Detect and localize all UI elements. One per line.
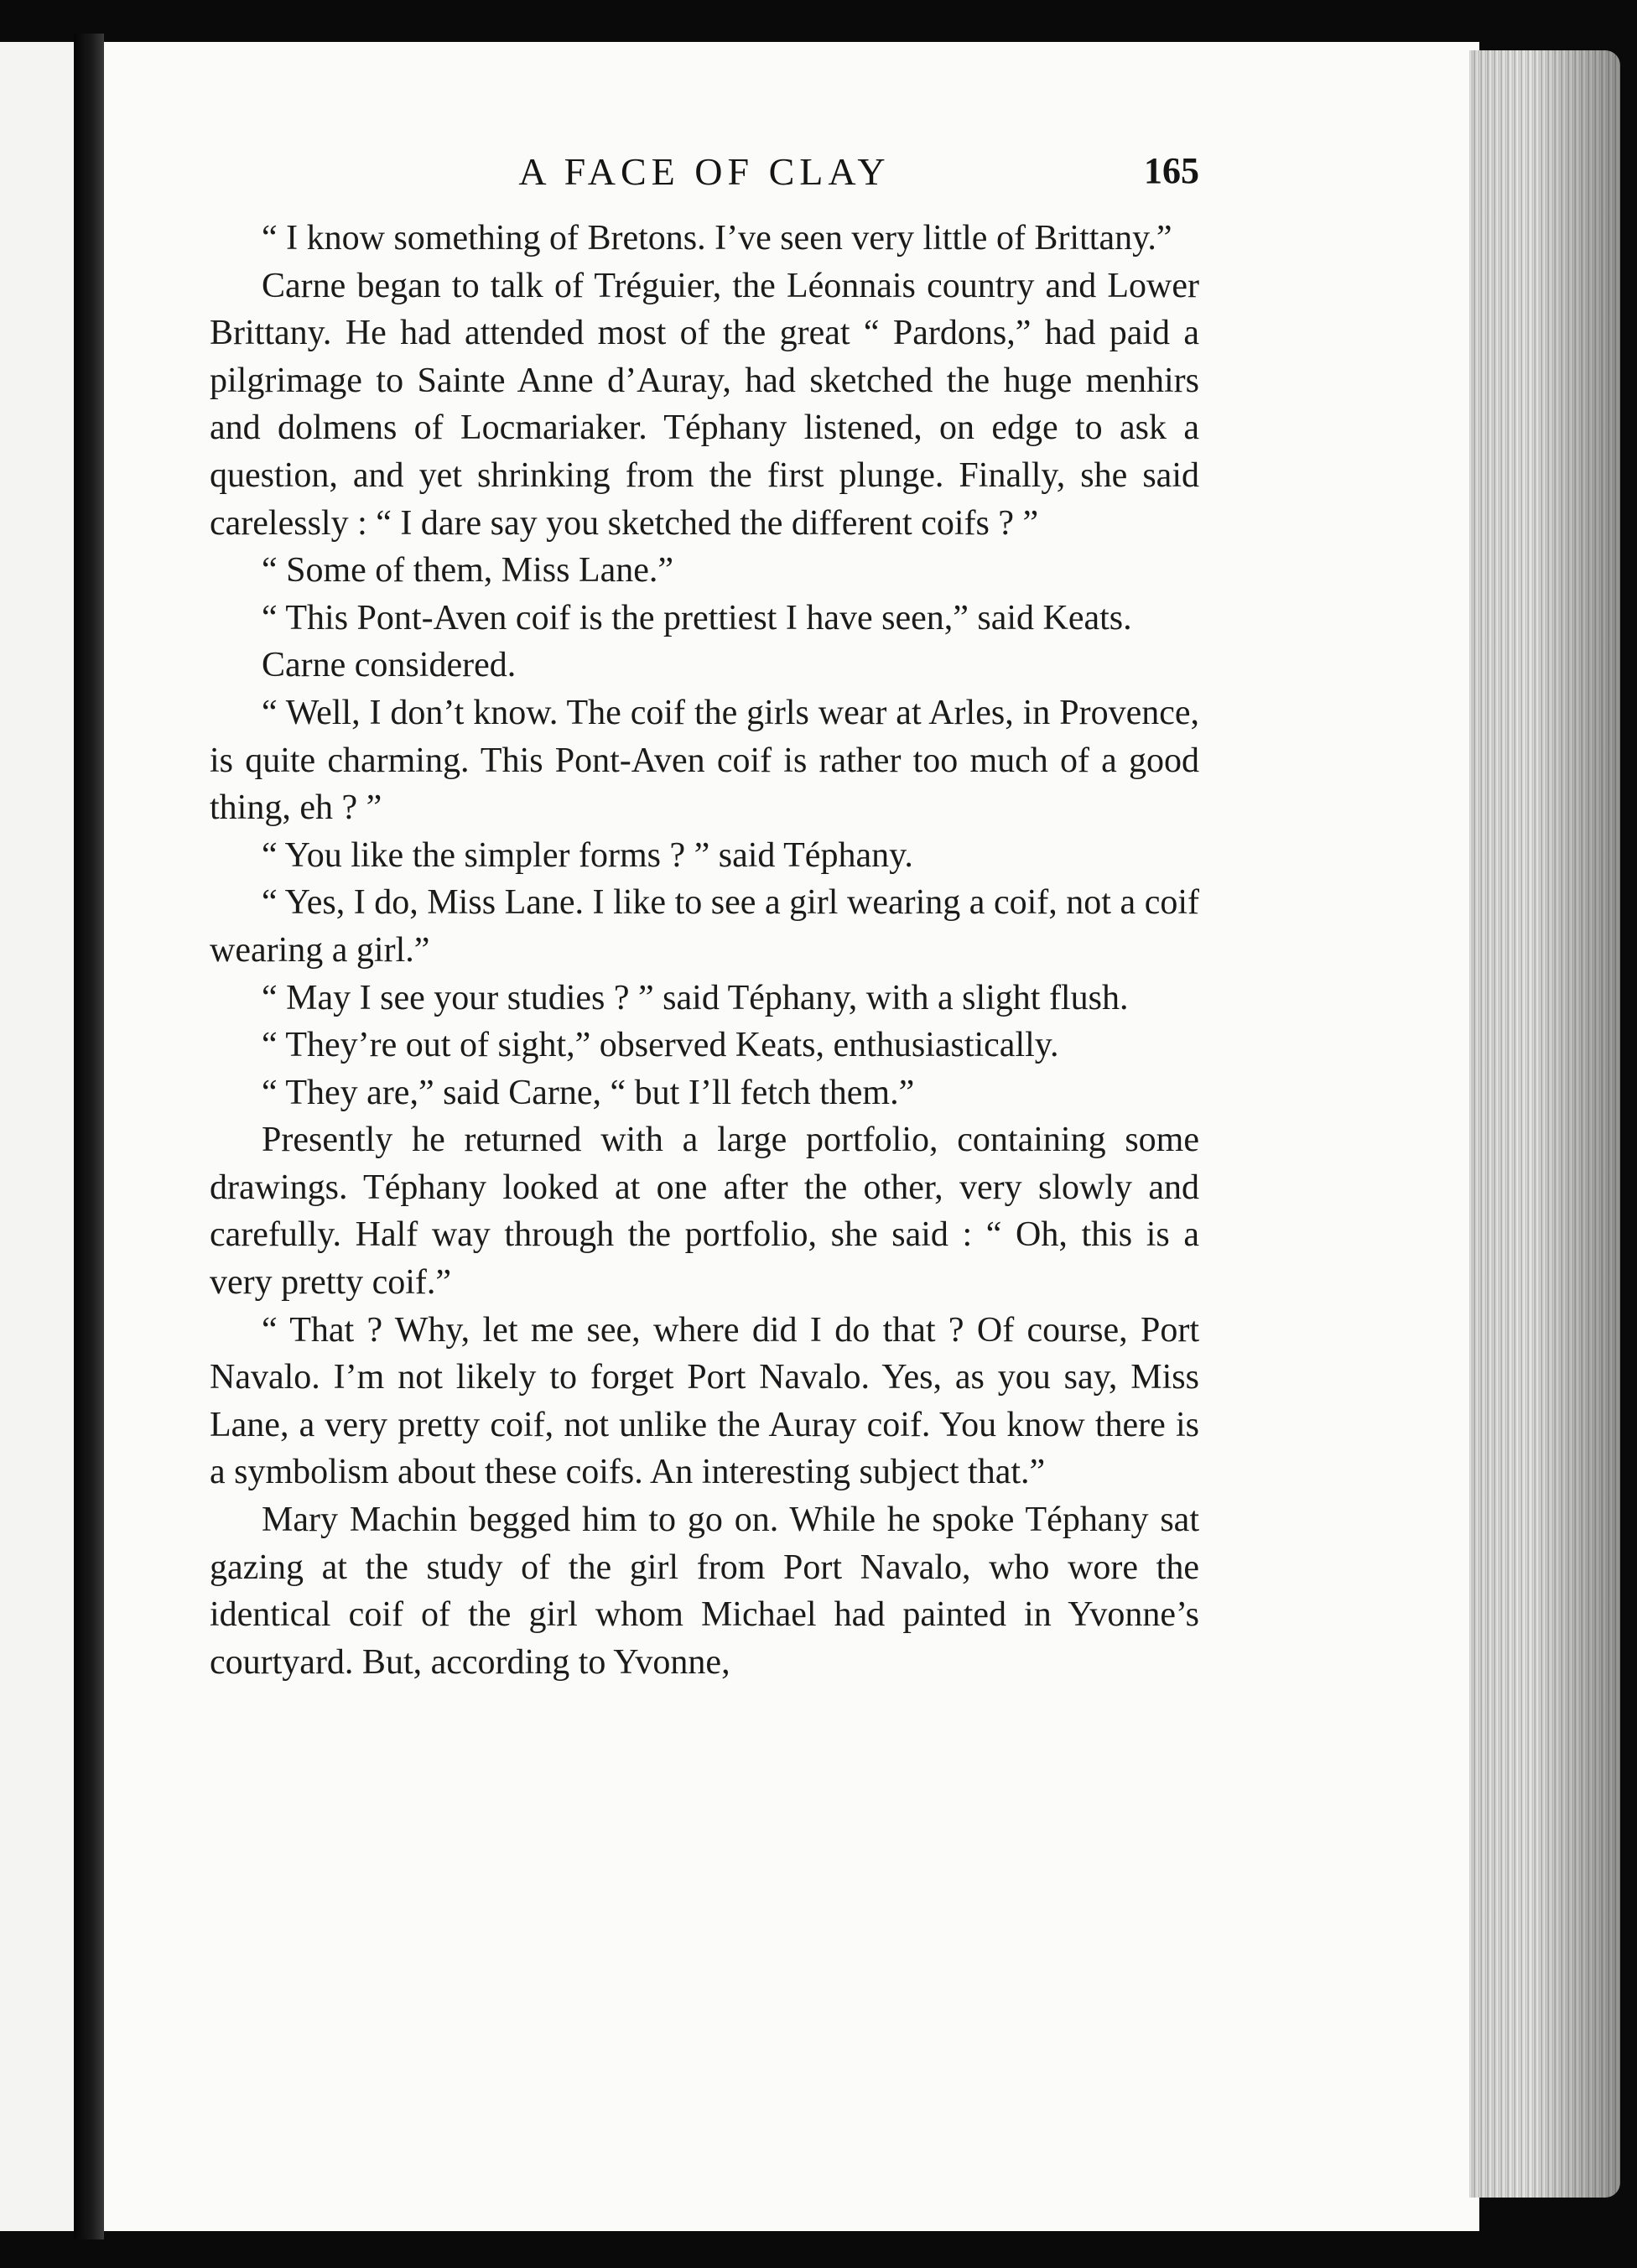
paragraph: “ You like the simpler forms ? ” said Téphany. bbox=[262, 835, 913, 875]
paragraph: “ May I see your studies ? ” said Téphany, with a slight flush. bbox=[262, 978, 1129, 1017]
paragraph: “ Well, I don’t know. The coif the girls wear at Arles, in Provence, is quite charming. This Pont-Aven coif is rather too much of a good thing, eh ? ” bbox=[210, 693, 1199, 828]
page-edges-shadow bbox=[1469, 50, 1620, 2198]
paragraph: Mary Machin begged him to go on. While he spoke Téphany sat gazing at the study of the girl from Port Navalo, who wore the identical coif of the girl whom Michael had painted in Yvonne’s courtyard. But, according to Yvonne, bbox=[210, 1501, 1199, 1682]
paragraph: “ Some of them, Miss Lane.” bbox=[262, 551, 674, 590]
facing-page-edge bbox=[0, 42, 74, 2231]
paragraph: “ I know something of Bretons. I’ve seen very little of Brittany.” bbox=[262, 219, 1172, 257]
paragraph: “ This Pont-Aven coif is the prettiest I have seen,” said Keats. bbox=[262, 598, 1132, 637]
paragraph: “ That ? Why, let me see, where did I do that ? Of course, Port Navalo. I’m not likely to forget Port Navalo. Yes, as you say, Miss Lane, a very pretty coif, not unlike the Auray coif. You know there is a symbolism about these coifs. An interesting subject that.” bbox=[210, 1310, 1199, 1492]
paragraph: “ They’re out of sight,” observed Keats, enthusiastically. bbox=[262, 1026, 1059, 1065]
page-number: 165 bbox=[1144, 150, 1199, 191]
paragraph: Carne began to talk of Tréguier, the Léonnais country and Lower Brittany. He had attended most of the great “ Pardons,” had paid a pilgrimage to Sainte Anne d’Auray, had sketched the huge menhirs and dolmens of Locmariaker. Téphany listened, on edge to ask a question, and yet shrinking from the first plunge. Finally, she said carelessly : “ I dare say you sketched the different coifs ? ” bbox=[210, 266, 1199, 543]
page-header bbox=[210, 144, 1199, 203]
paragraph: Presently he returned with a large portfolio, containing some drawings. Téphany looked at one after the other, very slowly and carefully. Half way through the portfolio, she said : “ Oh, this is a very pretty coif.” bbox=[210, 1121, 1199, 1303]
paragraph: Carne considered. bbox=[262, 646, 517, 685]
paragraph: “ They are,” said Carne, “ but I’ll fetch them.” bbox=[262, 1073, 915, 1112]
body-text bbox=[210, 215, 1199, 1686]
book-gutter bbox=[74, 34, 104, 2239]
paragraph: “ Yes, I do, Miss Lane. I like to see a girl wearing a coif, not a coif wearing a girl.” bbox=[210, 883, 1199, 970]
running-title: A FACE OF CLAY bbox=[518, 150, 891, 193]
